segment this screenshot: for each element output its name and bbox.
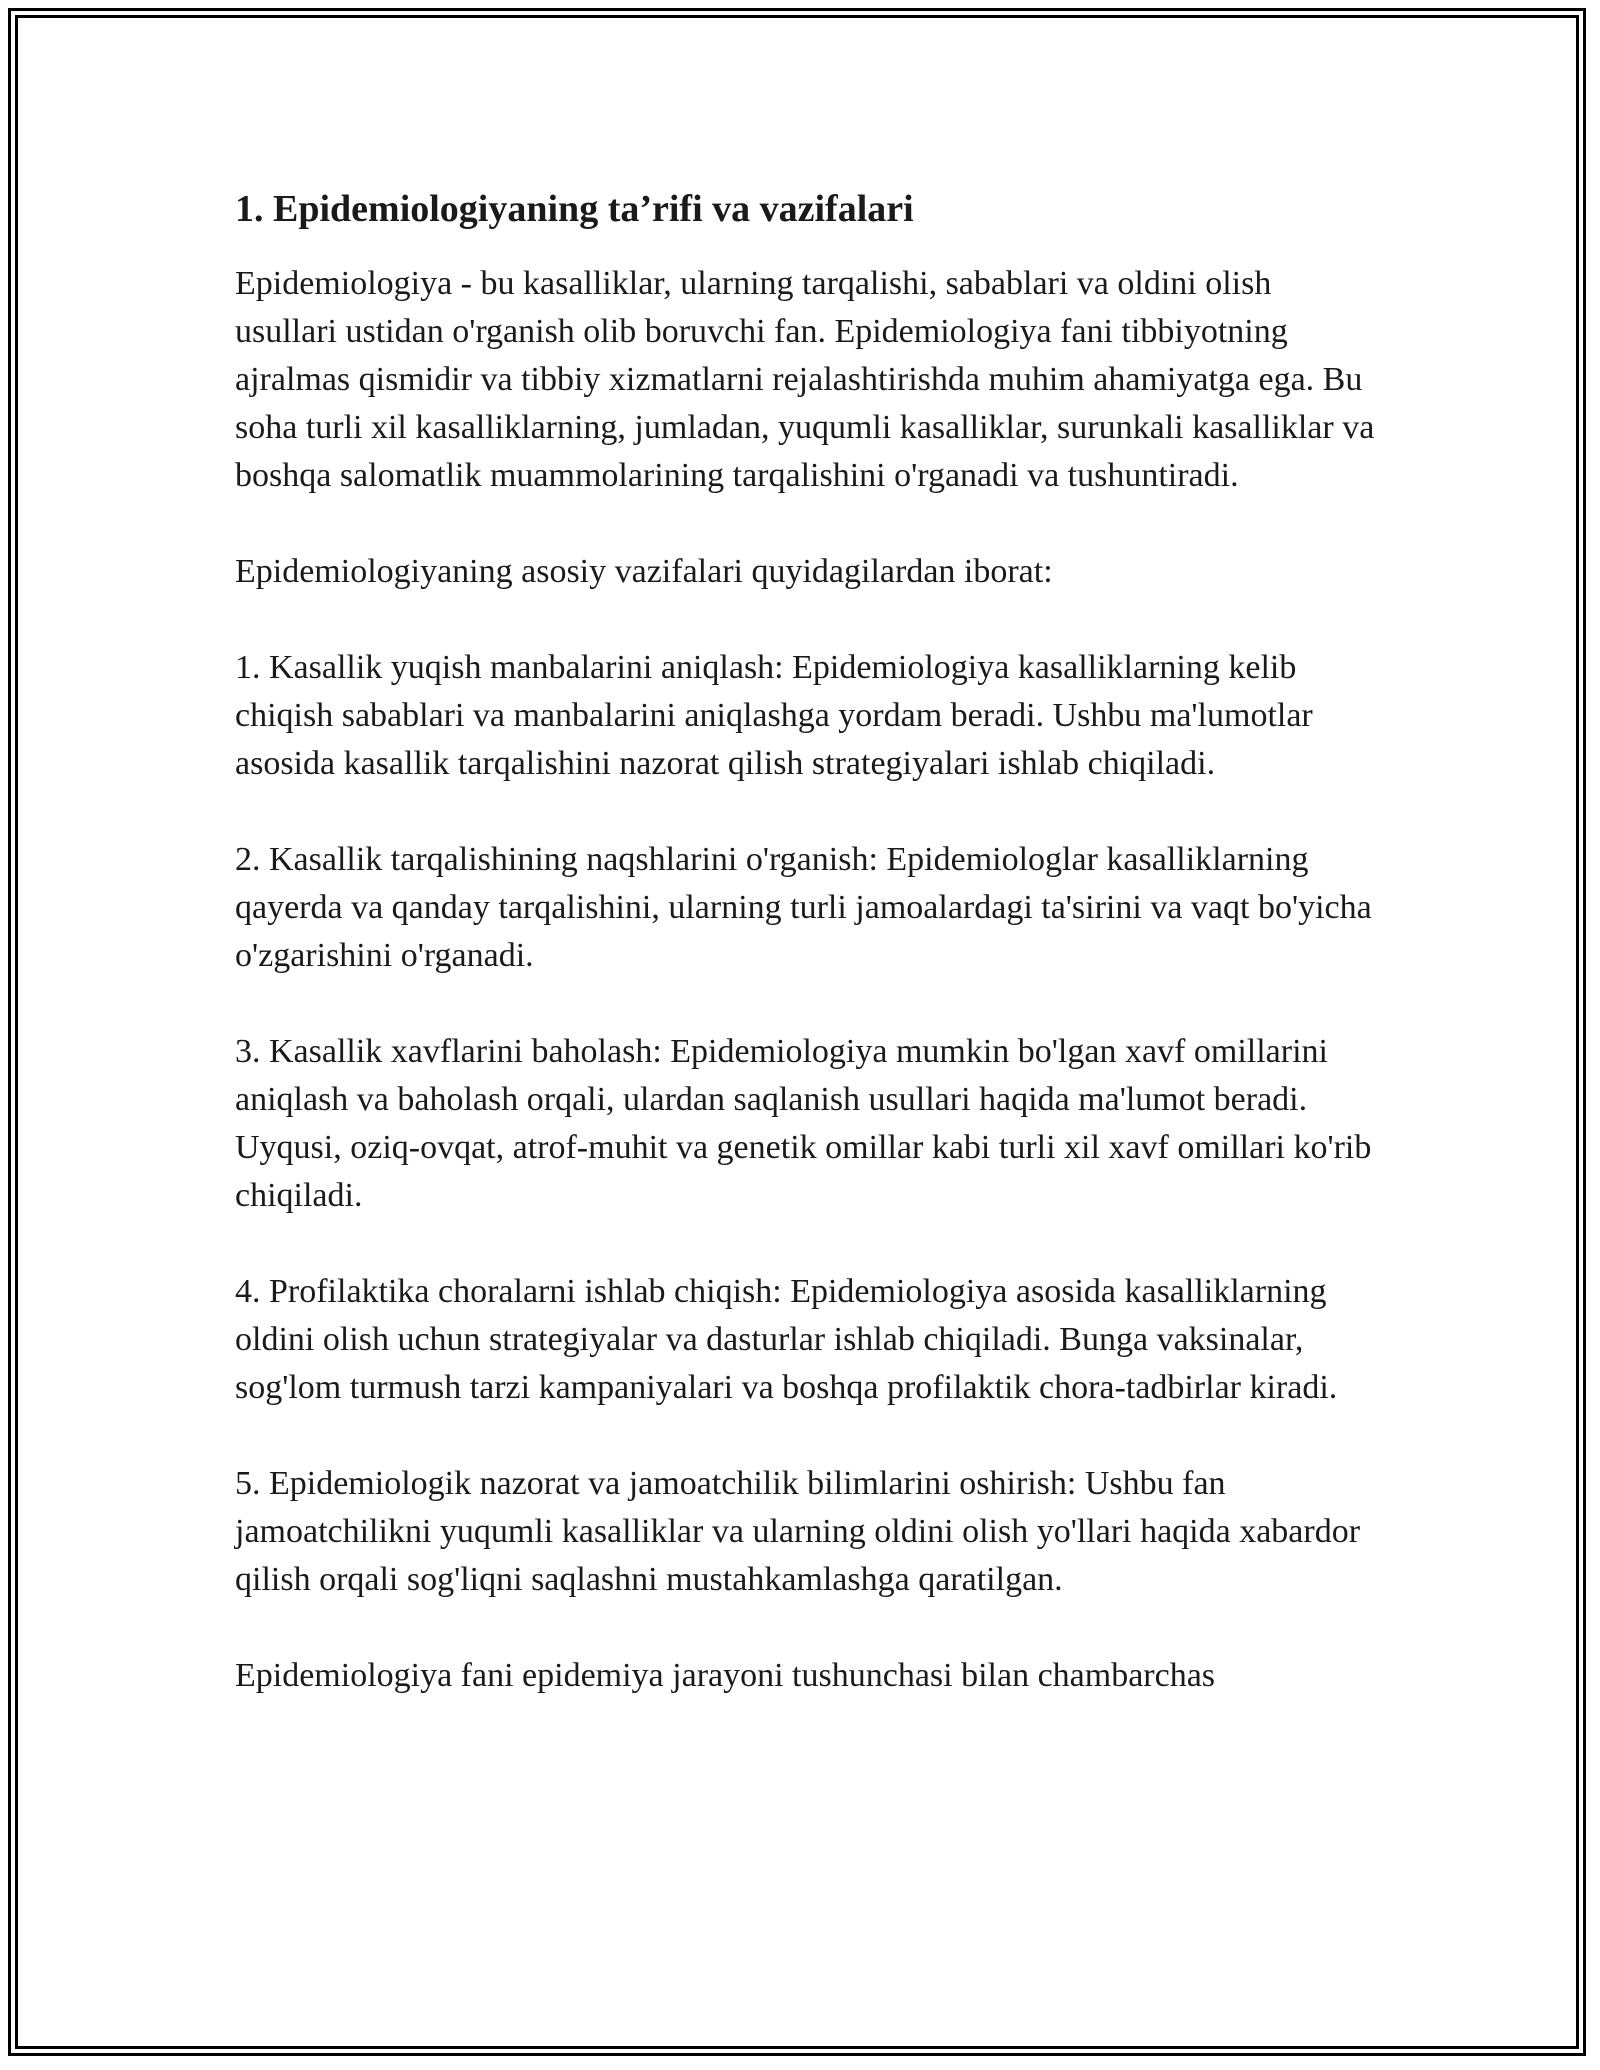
section-title: 1. Epidemiologiyaning ta’rifi va vazifalari — [235, 188, 914, 230]
task-item-2: 2. Kasallik tarqalishining naqshlarini o'rganish: Epidemiologlar kasalliklarning qayerda va qanday tarqalishini, ularning turli jamoalardagi ta'sirini va vaqt bo'yicha o'zgarishini o'rganadi. — [235, 841, 1372, 975]
document-body — [235, 185, 1375, 1700]
tasks-heading-paragraph: Epidemiologiyaning asosiy vazifalari quyidagilardan iborat: — [235, 553, 1053, 591]
task-item-1: 1. Kasallik yuqish manbalarini aniqlash: Epidemiologiya kasalliklarning kelib chiqish sabablari va manbalarini aniqlashga yordam beradi. Ushbu ma'lumotlar asosida kasallik tarqalishini nazorat qilish strategiyalari ishlab chiqiladi. — [235, 649, 1313, 783]
task-item-3: 3. Kasallik xavflarini baholash: Epidemiologiya mumkin bo'lgan xavf omillarini aniqlash va baholash orqali, ulardan saqlanish usullari haqida ma'lumot beradi. Uyqusi, oziq-ovqat, atrof-muhit va genetik omillar kabi turli xil xavf omillari ko'rib chiqiladi. — [235, 1033, 1372, 1215]
closing-paragraph: Epidemiologiya fani epidemiya jarayoni tushunchasi bilan chambarchas — [235, 1657, 1216, 1695]
task-item-5: 5. Epidemiologik nazorat va jamoatchilik bilimlarini oshirish: Ushbu fan jamoatchilikni yuqumli kasalliklar va ularning oldini olish yo'llari haqida xabardor qilish orqali sog'liqni saqlashni mustahkamlashga qaratilgan. — [235, 1465, 1361, 1599]
intro-paragraph: Epidemiologiya - bu kasalliklar, ularning tarqalishi, sabablari va oldini olish usullari ustidan o'rganish olib boruvchi fan. Epidemiologiya fani tibbiyotning ajralmas qismidir va tibbiy xizmatlarni rejalashtirishda muhim ahamiyatga ega. Bu soha turli xil kasalliklarning, jumladan, yuqumli kasalliklar, surunkali kasalliklar va boshqa salomatlik muammolarining tarqalishini o'rganadi va tushuntiradi. — [235, 265, 1375, 495]
task-item-4: 4. Profilaktika choralarni ishlab chiqish: Epidemiologiya asosida kasalliklarning oldini olish uchun strategiyalar va dasturlar ishlab chiqiladi. Bunga vaksinalar, sog'lom turmush tarzi kampaniyalari va boshqa profilaktik chora-tadbirlar kiradi. — [235, 1273, 1338, 1407]
